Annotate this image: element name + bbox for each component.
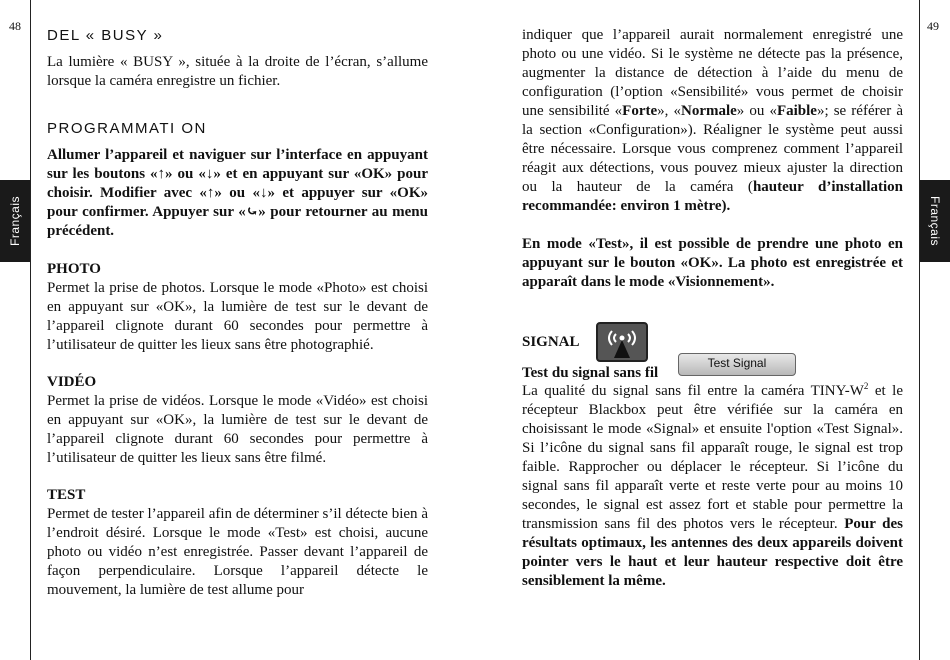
install-height-note: hauteur d’installation recommandée: environ 1 mètre). xyxy=(522,179,903,214)
left-margin-rule xyxy=(30,0,31,660)
test-continued-text xyxy=(522,26,903,216)
language-tab-label: Français xyxy=(928,195,942,247)
text-part: » ou « xyxy=(736,103,777,119)
language-tab-left xyxy=(0,180,30,262)
photo-heading: PHOTO xyxy=(47,261,101,277)
option-normale: Normale xyxy=(680,103,737,119)
page-number-left: 48 xyxy=(9,19,21,33)
programmation-heading: PROGRAMMATI ON xyxy=(47,120,207,137)
option-faible: Faible xyxy=(776,103,817,119)
page-number-right: 49 xyxy=(927,19,939,33)
right-column xyxy=(522,0,903,591)
optimal-results-note: Pour des résultats optimaux, les antennes des deux appareils doivent pointer vers le haut et leur hauteur respective doit être sensiblement la même. xyxy=(522,516,903,589)
right-margin-rule xyxy=(919,0,920,660)
busy-heading: DEL « BUSY » xyxy=(47,27,164,44)
superscript: 2 xyxy=(863,381,869,391)
video-heading: VIDÉO xyxy=(47,374,97,390)
text-part: »; se référer à la section «Configuration»). Réaligner le système peut aussi être nécessaire. Lorsque vous comprenez comment l’appareil réagit aux détections, vous pouvez mieux ajuster la direction ou la hauteur de la caméra ( xyxy=(522,103,903,195)
language-tab-right xyxy=(920,180,950,262)
text-part: et le récepteur Blackbox peut être vérifiée sur la caméra en choisissant le mode «Signal» et ensuite l'option «Test Signal». Si l’icône du signal sans fil apparaît rouge, le signal est trop faible. Rapprocher ou déplacer le récepteur. Si l’icône du signal sans fil apparaît verte et reste verte pour au moins 10 secondes, le signal est assez fort et stable pour permettre la transmission sans fil des photos vers le récepteur. xyxy=(522,383,903,532)
language-tab-label: Français xyxy=(8,195,22,247)
signal-subheading: Test du signal sans fil xyxy=(522,364,659,381)
text-part: », « xyxy=(657,103,681,119)
option-forte: Forte xyxy=(622,103,658,119)
text-part: indiquer que l’appareil aurait normalement enregistré une photo ou une vidéo. Si le système ne détecte pas la présence, augmenter la distance de détection à l’aide du menu de configuration (l’option «Sensibilité» vous permet de choisir une sensibilité « xyxy=(522,27,903,119)
signal-heading: SIGNAL xyxy=(522,333,580,350)
signal-text xyxy=(522,382,903,591)
wireless-signal-icon xyxy=(596,322,648,362)
programmation-intro: Allumer l’appareil et naviguer sur l’interface en appuyant sur les boutons «↑» ou «↓» et en appuyant sur «OK» pour choisir. Modifier avec «↑» ou «↓» et appuyer sur «OK» pour confirmer. Appuyer sur «⤿» pour retourner au menu précédent. xyxy=(47,147,428,239)
text-part: La qualité du signal sans fil entre la caméra TINY-W xyxy=(522,383,864,399)
test-heading: TEST xyxy=(47,487,86,503)
busy-text: La lumière « BUSY », située à la droite de l’écran, s’allume lorsque la caméra enregistre un fichier. xyxy=(47,54,428,89)
left-column xyxy=(47,0,428,600)
video-text: Permet la prise de vidéos. Lorsque le mode «Vidéo» est choisi en appuyant sur «OK», la lumière de test sur le devant de l’appareil clignote durant 60 secondes pour permettre à l’utilisateur de quitter les lieux sans être filmé. xyxy=(47,393,428,466)
test-signal-button[interactable]: Test Signal xyxy=(678,353,796,376)
test-mode-note: En mode «Test», il est possible de prendre une photo en appuyant sur le bouton «OK». La photo est enregistrée et apparaît dans le mode «Visionnement». xyxy=(522,236,903,290)
test-text: Permet de tester l’appareil afin de déterminer s’il détecte bien à l’endroit désiré. Lorsque le mode «Test» est choisi, aucune photo ou vidéo n’est enregistrée. Passer devant l’appareil de façon perpendiculaire. Lorsque l’appareil détecte le mouvement, la lumière de test allume pour xyxy=(47,506,428,598)
photo-text: Permet la prise de photos. Lorsque le mode «Photo» est choisi en appuyant sur «OK», la lumière de test sur le devant de l’appareil clignote durant 60 secondes pour permettre à l’utilisateur de quitter les lieux sans être photographié. xyxy=(47,280,428,353)
